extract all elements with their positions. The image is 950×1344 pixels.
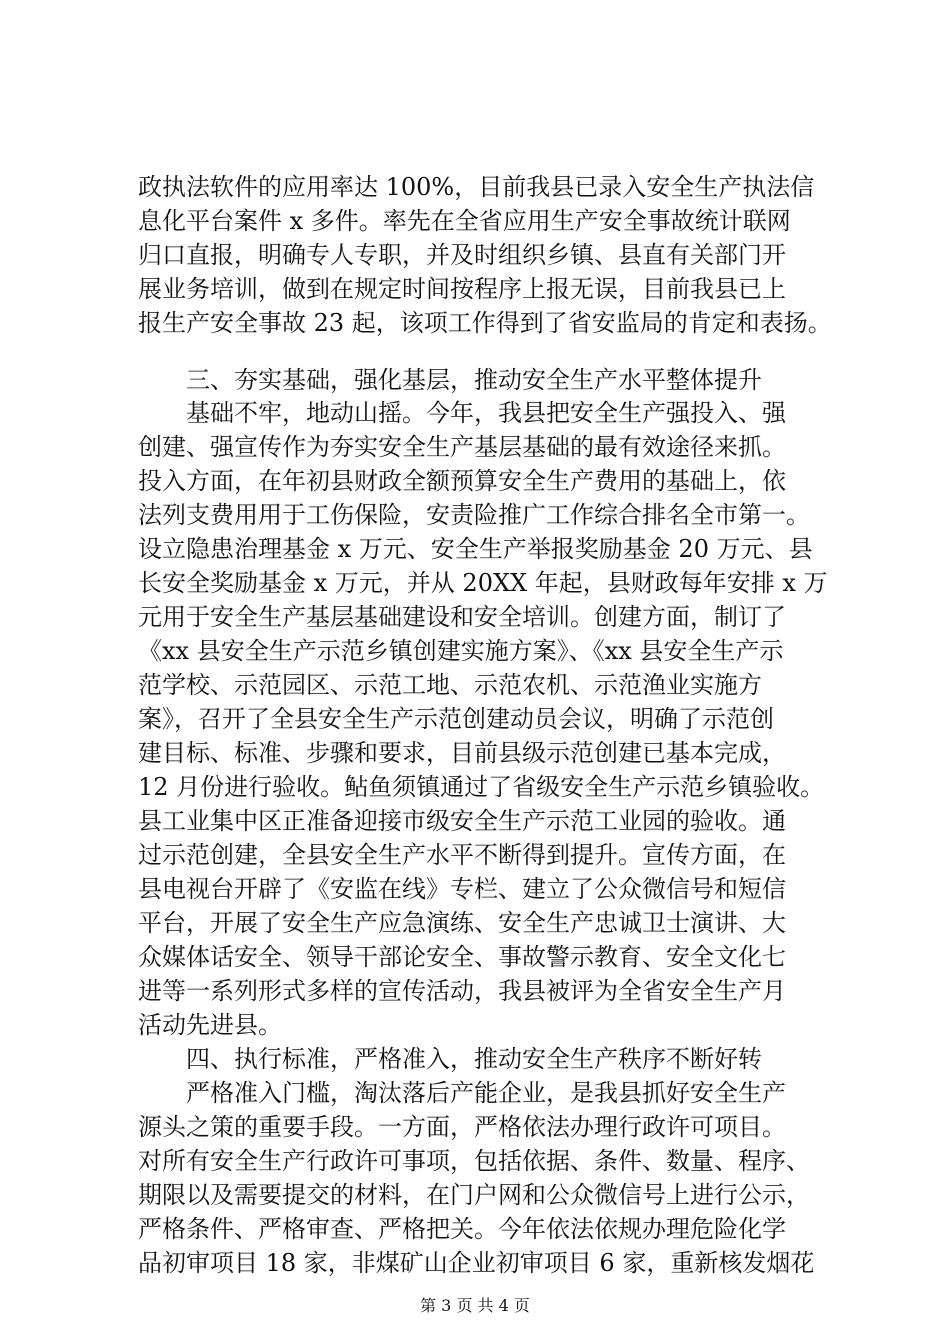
text-line: 对所有安全生产行政许可事项，包括依据、条件、数量、程序、 <box>138 1147 810 1175</box>
text-line: 源头之策的重要手段。一方面，严格依法办理行政许可项目。 <box>138 1113 786 1141</box>
text-line: 投入方面，在年初县财政全额预算安全生产费用的基础上，依 <box>138 467 786 495</box>
text-line: 报生产安全事故 23 起，该项工作得到了省安监局的肯定和表扬。 <box>138 309 832 337</box>
text-line: 设立隐患治理基金 x 万元、安全生产举报奖励基金 20 万元、县 <box>138 535 813 563</box>
text-line: 严格准入门槛，淘汰落后产能企业，是我县抓好安全生产 <box>138 1079 786 1107</box>
text-line: 县工业集中区正准备迎接市级安全生产示范工业园的验收。通 <box>138 807 786 835</box>
text-line: 案》，召开了全县安全生产示范创建动员会议，明确了示范创 <box>138 705 774 733</box>
text-line: 《xx 县安全生产示范乡镇创建实施方案》、《xx 县安全生产示 <box>138 637 784 665</box>
text-line: 品初审项目 18 家，非煤矿山企业初审项目 6 家，重新核发烟花 <box>138 1249 815 1277</box>
text-line: 元用于安全生产基层基础建设和安全培训。创建方面，制订了 <box>138 603 786 631</box>
text-line: 息化平台案件 x 多件。率先在全省应用生产安全事故统计联网 <box>138 207 791 235</box>
text-line: 政执法软件的应用率达 100%，目前我县已录入安全生产执法信 <box>138 173 815 201</box>
page-number-footer: 第 3 页 共 4 页 <box>420 1296 530 1315</box>
text-line: 范学校、示范园区、示范工地、示范农机、示范渔业实施方 <box>138 671 762 699</box>
text-line: 众媒体话安全、领导干部论安全、事故警示教育、安全文化七 <box>138 943 786 971</box>
section-heading: 三、夯实基础，强化基层，推动安全生产水平整体提升 <box>138 366 762 394</box>
text-line: 期限以及需要提交的材料，在门户网和公众微信号上进行公示， <box>138 1181 810 1209</box>
text-line: 平台，开展了安全生产应急演练、安全生产忠诚卫士演讲、大 <box>138 909 786 937</box>
text-line: 进等一系列形式多样的宣传活动，我县被评为全省安全生产月 <box>138 977 786 1005</box>
text-line: 建目标、标准、步骤和要求，目前县级示范创建已基本完成， <box>138 739 786 767</box>
text-line: 活动先进县。 <box>138 1011 282 1039</box>
text-line: 县电视台开辟了《安监在线》专栏、建立了公众微信号和短信 <box>138 875 786 903</box>
text-line: 展业务培训，做到在规定时间按程序上报无误，目前我县已上 <box>138 275 786 303</box>
text-line: 基础不牢，地动山摇。今年，我县把安全生产强投入、强 <box>138 399 786 427</box>
text-line: 严格条件、严格审查、严格把关。今年依法依规办理危险化学 <box>138 1215 786 1243</box>
text-line: 创建、强宣传作为夯实安全生产基层基础的最有效途径来抓。 <box>138 433 786 461</box>
text-line: 法列支费用用于工伤保险，安责险推广工作综合排名全市第一。 <box>138 501 810 529</box>
text-line: 归口直报，明确专人专职，并及时组织乡镇、县直有关部门开 <box>138 241 786 269</box>
text-line: 长安全奖励基金 x 万元，并从 20XX 年起，县财政每年安排 x 万 <box>138 569 828 597</box>
section-heading: 四、执行标准，严格准入，推动安全生产秩序不断好转 <box>138 1045 762 1073</box>
text-line: 12 月份进行验收。鲇鱼须镇通过了省级安全生产示范乡镇验收。 <box>138 773 825 801</box>
text-line: 过示范创建，全县安全生产水平不断得到提升。宣传方面，在 <box>138 841 786 869</box>
